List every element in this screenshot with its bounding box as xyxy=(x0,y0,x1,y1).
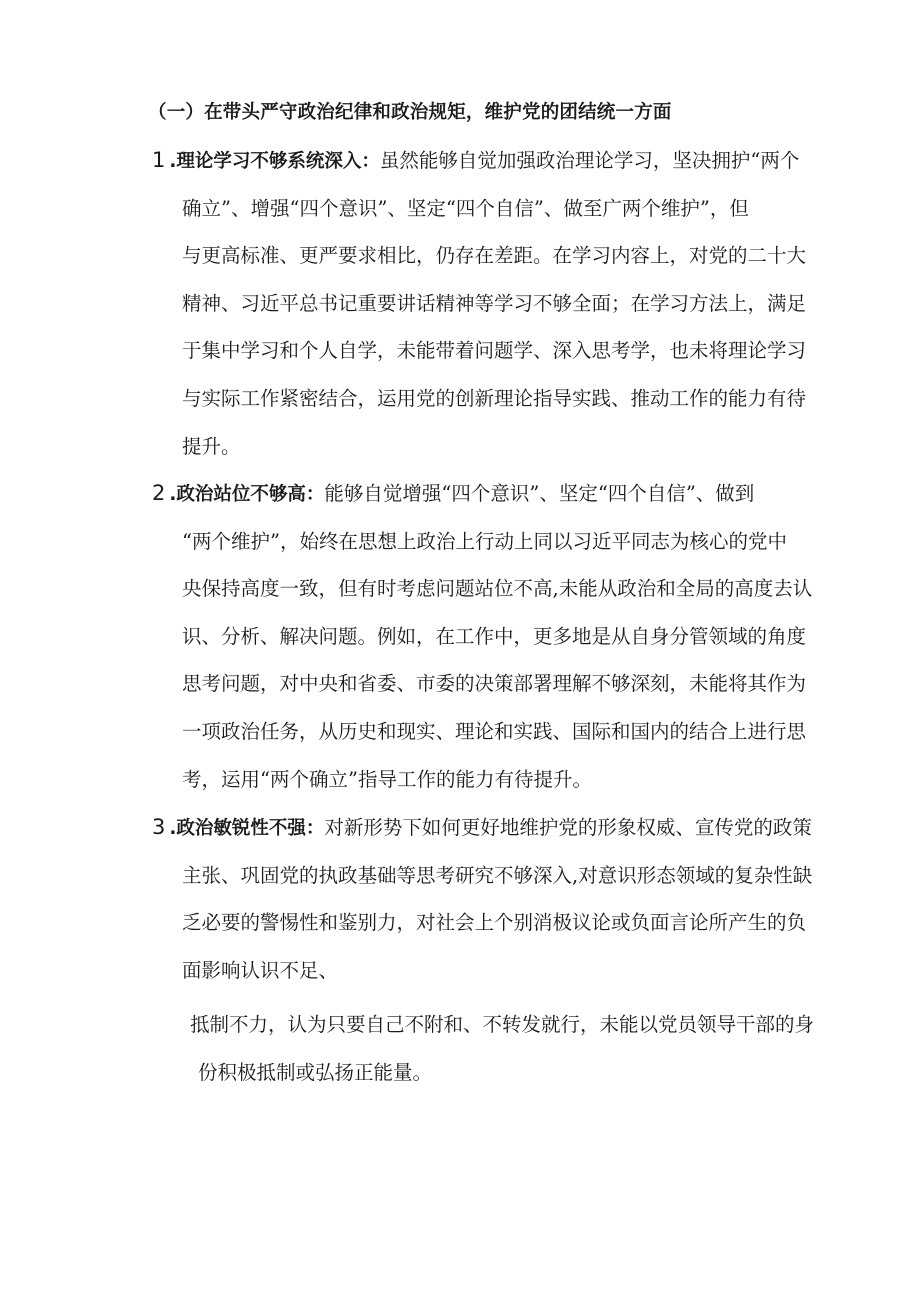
item-text-line: “两个维护”，始终在思想上政治上行动上同以习近平同志为核心的党中 xyxy=(182,529,787,553)
section-heading: （一）在带头严守政治纪律和政治规矩，维护党的团结统一方面 xyxy=(148,102,672,123)
item-lead: .政治站位不够高： xyxy=(169,484,325,505)
item-text-line: 思考问题，对中央和省委、市委的决策部署理解不够深刻，未能将其作为 xyxy=(182,672,807,696)
item-number: 3 xyxy=(152,815,166,839)
item-text-line: 确立”、增强“四个意识”、坚定“四个自信”、做至广两个维护”，但 xyxy=(182,196,749,220)
item-text-line: 于集中学习和个人自学，未能带着问题学、深入思考学，也未将理论学习 xyxy=(182,339,807,363)
continuation-line: 抵制不力，认为只要自己不附和、不转发就行，未能以党员领导干部的身 xyxy=(190,1013,815,1036)
item-first-line xyxy=(152,137,800,185)
item-first-line xyxy=(152,470,792,518)
item-text-line: 与实际工作紧密结合，运用党的创新理论指导实践、推动工作的能力有待 xyxy=(182,386,807,410)
item-text-line: 提升。 xyxy=(182,434,241,458)
list-item-2 xyxy=(152,470,813,803)
item-lead: .理论学习不够系统深入： xyxy=(169,151,380,172)
item-text: 能够自觉增强“四个意识”、坚定“四个自信”、做到 xyxy=(324,482,755,505)
continuation-line: 份积极抵制或弘扬正能量。 xyxy=(198,1060,433,1084)
item-text-line: 识、分析、解决问题。例如，在工作中，更多地是从自身分管领域的角度 xyxy=(182,624,807,648)
item-text-line: 央保持高度一致，但有时考虑问题站位不高,未能从政治和全局的高度去认 xyxy=(182,577,813,601)
item-text-line: 乏必要的警惕性和鉴别力，对社会上个别消极议论或负面言论所产生的负 xyxy=(182,911,807,935)
item-text-line: 面影响认识不足、 xyxy=(182,958,339,982)
list-item-1 xyxy=(152,137,807,470)
item-first-line xyxy=(152,804,812,852)
item-number: 2 xyxy=(152,481,166,505)
item-text-line: 与更高标准、更严要求相比，仍存在差距。在学习内容上，对党的二十大 xyxy=(182,244,807,268)
item-number: 1 xyxy=(152,148,166,172)
item-text-line: 考，运用“两个确立”指导工作的能力有待提升。 xyxy=(182,767,592,791)
item-lead: .政治敏锐性不强： xyxy=(169,818,325,839)
item-text-line: 一项政治任务，从历史和现实、理论和实践、国际和国内的结合上进行思 xyxy=(182,719,807,743)
item-text-line: 精神、习近平总书记重要讲话精神等学习不够全面；在学习方法上，满足 xyxy=(182,291,807,315)
list-item-3 xyxy=(152,804,813,994)
item-text-line: 主张、巩固党的执政基础等思考研究不够深入,对意识形态领域的复杂性缺 xyxy=(182,863,813,887)
continuation-paragraph xyxy=(190,1001,815,1096)
item-text: 对新形势下如何更好地维护党的形象权威、宣传党的政策 xyxy=(324,816,812,839)
item-text: 虽然能够自觉加强政治理论学习，坚决拥护“两个 xyxy=(379,149,800,172)
